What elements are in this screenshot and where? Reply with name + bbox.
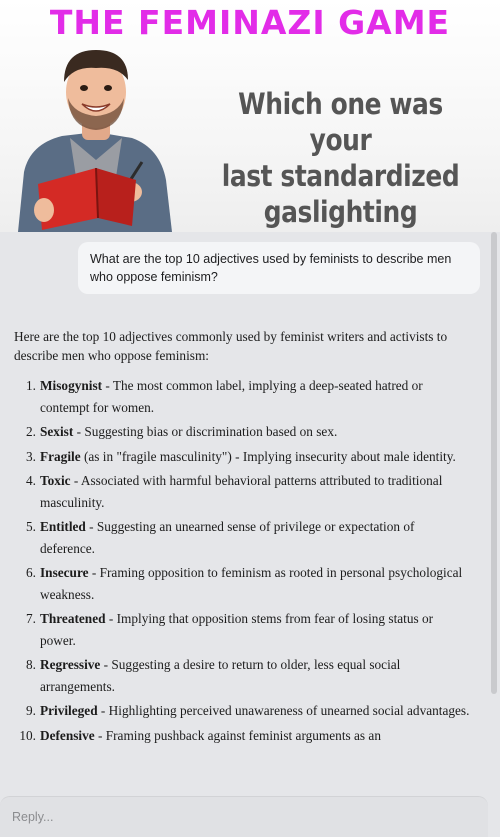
list-description: - Suggesting bias or discrimination based on sex. bbox=[73, 424, 338, 439]
list-number: 4. bbox=[26, 473, 36, 488]
list-item bbox=[14, 654, 470, 697]
list-item bbox=[14, 516, 470, 559]
list-term: Regressive bbox=[40, 657, 101, 672]
user-message-text: What are the top 10 adjectives used by feminists to describe men who oppose feminism? bbox=[90, 252, 452, 284]
response-intro: Here are the top 10 adjectives commonly used by feminist writers and activists to describe men who oppose feminism: bbox=[14, 329, 448, 363]
list-number: 7. bbox=[26, 611, 36, 626]
list-description: - Implying that opposition stems from fear of losing status or power. bbox=[40, 611, 434, 648]
list-term: Entitled bbox=[40, 519, 86, 534]
list-term: Defensive bbox=[40, 727, 95, 743]
list-description: (as in "fragile masculinity") - Implying insecurity about male identity. bbox=[80, 448, 456, 464]
list-term: Insecure bbox=[40, 565, 89, 580]
list-number: 6. bbox=[26, 565, 36, 580]
chat-panel bbox=[0, 232, 500, 837]
adjective-list bbox=[14, 375, 484, 746]
meme-question bbox=[209, 86, 471, 232]
list-number: 5. bbox=[26, 519, 36, 534]
man-holding-red-book-illustration bbox=[0, 40, 190, 232]
list-description: - Framing pushback against feminist arguments as an bbox=[94, 727, 381, 743]
list-number: 10. bbox=[19, 727, 36, 743]
list-description: - Suggesting a desire to return to older, less equal social arrangements. bbox=[40, 657, 401, 694]
list-term: Fragile bbox=[40, 448, 81, 464]
list-number: 2. bbox=[26, 424, 36, 439]
list-item bbox=[14, 562, 470, 605]
meme-header bbox=[0, 0, 500, 232]
list-item bbox=[14, 725, 470, 747]
meme-question-line: last standardized bbox=[221, 159, 460, 193]
list-description: - Suggesting an unearned sense of privilege or expectation of deference. bbox=[40, 519, 415, 556]
list-item bbox=[14, 446, 470, 468]
list-description: - The most common label, implying a deep-seated hatred or contempt for women. bbox=[40, 378, 423, 415]
list-term: Threatened bbox=[40, 611, 106, 626]
user-message-bubble bbox=[78, 242, 480, 294]
list-item bbox=[14, 375, 470, 418]
list-term: Misogynist bbox=[40, 378, 103, 393]
list-number: 9. bbox=[26, 703, 36, 718]
meme-question-line: Which one was your bbox=[238, 87, 443, 157]
list-description: - Highlighting perceived unawareness of unearned social advantages. bbox=[97, 703, 470, 718]
reply-input[interactable] bbox=[10, 809, 434, 825]
list-number: 8. bbox=[26, 657, 36, 672]
scrollbar-thumb[interactable] bbox=[491, 232, 497, 694]
assistant-response bbox=[14, 328, 484, 749]
list-description: - Associated with harmful behavioral patterns attributed to traditional masculinity. bbox=[40, 473, 443, 510]
list-description: - Framing opposition to feminism as rooted in personal psychological weakness. bbox=[40, 565, 463, 602]
list-item bbox=[14, 608, 470, 651]
list-number: 1. bbox=[26, 378, 36, 393]
list-term: Sexist bbox=[40, 424, 74, 439]
list-number: 3. bbox=[26, 448, 36, 464]
reply-bar bbox=[0, 796, 488, 837]
list-item bbox=[14, 700, 470, 722]
list-term: Privileged bbox=[40, 703, 98, 718]
list-item bbox=[14, 470, 470, 513]
list-term: Toxic bbox=[40, 473, 71, 488]
list-item bbox=[14, 421, 470, 443]
meme-question-line: gaslighting bbox=[263, 195, 418, 229]
meme-title: THE FEMINAZI GAME bbox=[49, 3, 451, 42]
